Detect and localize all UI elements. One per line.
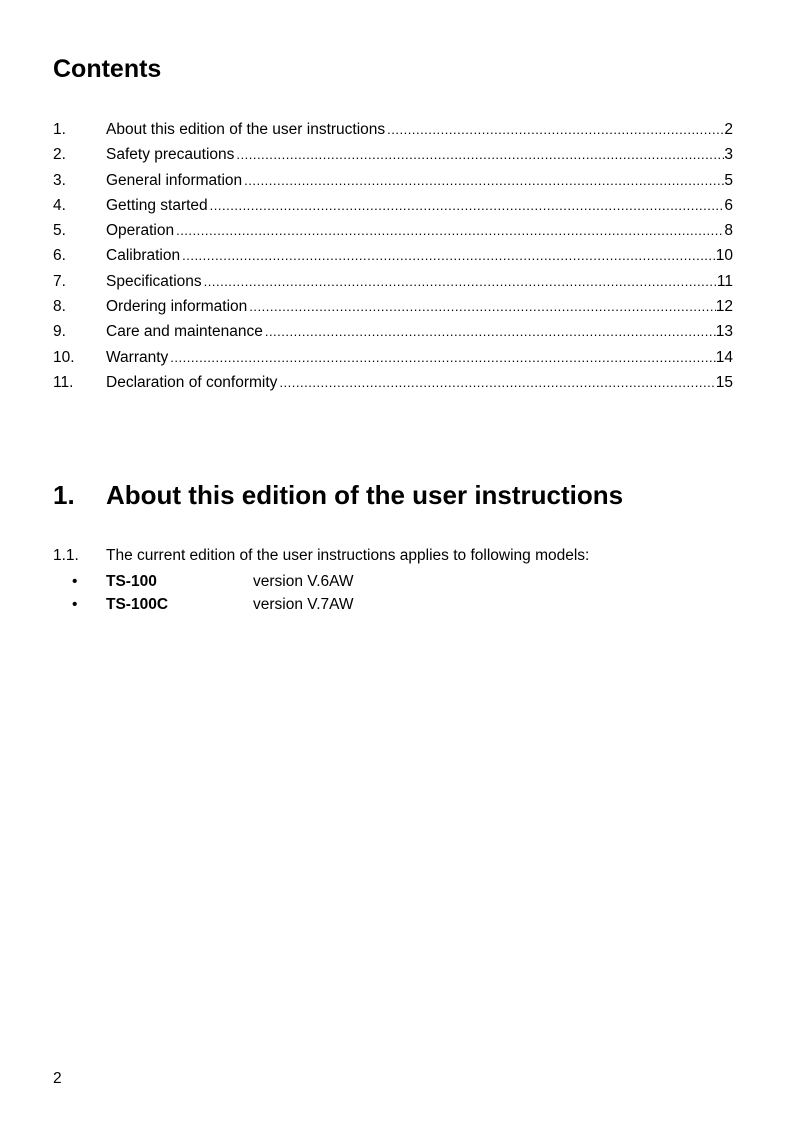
model-version: version V.6AW xyxy=(253,573,354,590)
bullet-icon: • xyxy=(72,595,78,613)
model-list xyxy=(53,571,354,616)
toc-dot-leader xyxy=(236,145,724,165)
toc-entry-title: Getting started xyxy=(106,196,208,214)
toc-entry-title: Warranty xyxy=(106,348,169,366)
toc-entry-title: Ordering information xyxy=(106,298,248,316)
toc-entry-title: Specifications xyxy=(106,272,202,290)
toc-entry-page: 14 xyxy=(715,348,733,366)
model-name: TS-100C xyxy=(106,595,169,613)
toc-entry-number: 11. xyxy=(53,373,74,391)
toc-entry[interactable] xyxy=(53,297,733,322)
contents-title: Contents xyxy=(53,55,162,83)
toc-entry-page: 13 xyxy=(715,323,733,341)
toc-entry[interactable] xyxy=(53,120,733,145)
toc-dot-leader xyxy=(170,348,715,368)
toc-entry[interactable] xyxy=(53,272,733,297)
list-item xyxy=(53,594,354,617)
toc-entry[interactable] xyxy=(53,322,733,347)
toc-entry-title: Calibration xyxy=(106,247,181,265)
toc-entry-title: General information xyxy=(106,171,243,189)
toc-entry-title: Care and maintenance xyxy=(106,323,263,341)
toc-entry-title: About this edition of the user instructions xyxy=(106,121,386,138)
section-number: 1. xyxy=(53,480,75,510)
toc-dot-leader xyxy=(265,322,716,342)
toc-dot-leader xyxy=(279,373,715,393)
model-version: version V.7AW xyxy=(253,595,354,613)
toc-dot-leader xyxy=(204,272,717,292)
toc-entry-number: 8. xyxy=(53,298,66,316)
toc-entry-page: 3 xyxy=(724,146,733,164)
toc-entry-page: 15 xyxy=(715,373,733,391)
toc-dot-leader xyxy=(182,246,716,266)
bullet-icon: • xyxy=(72,573,78,590)
toc-entry-title: Safety precautions xyxy=(106,146,235,164)
toc-dot-leader xyxy=(244,171,724,191)
subsection-paragraph xyxy=(53,546,589,566)
toc-entry-number: 5. xyxy=(53,222,66,240)
toc-entry-number: 2. xyxy=(53,146,66,164)
toc-entry-number: 7. xyxy=(53,272,66,290)
toc-entry-page: 12 xyxy=(715,298,733,316)
subsection-number: 1.1. xyxy=(53,547,79,564)
toc-entry-number: 4. xyxy=(53,196,66,214)
toc-entry-number: 10. xyxy=(53,348,75,366)
toc-entry[interactable] xyxy=(53,196,733,221)
toc-dot-leader xyxy=(387,120,724,140)
toc-entry-title: Operation xyxy=(106,222,175,240)
toc-entry-page: 8 xyxy=(724,222,733,240)
toc-entry[interactable] xyxy=(53,373,733,398)
toc-dot-leader xyxy=(176,221,724,241)
table-of-contents xyxy=(53,120,733,398)
toc-entry[interactable] xyxy=(53,348,733,373)
toc-entry-number: 9. xyxy=(53,323,66,341)
toc-dot-leader xyxy=(249,297,715,317)
toc-entry-page: 10 xyxy=(715,247,733,265)
toc-entry[interactable] xyxy=(53,171,733,196)
toc-entry-page: 5 xyxy=(724,171,733,189)
toc-entry[interactable] xyxy=(53,246,733,271)
section-title: About this edition of the user instructions xyxy=(106,480,624,510)
toc-entry-page: 2 xyxy=(724,121,733,138)
toc-entry-title: Declaration of conformity xyxy=(106,373,278,391)
list-item xyxy=(53,571,354,594)
toc-entry-page: 6 xyxy=(724,196,733,214)
subsection-text: The current edition of the user instructions applies to following models: xyxy=(106,547,590,564)
toc-entry-number: 6. xyxy=(53,247,66,265)
toc-entry-number: 3. xyxy=(53,171,66,189)
toc-entry[interactable] xyxy=(53,221,733,246)
page-number: 2 xyxy=(53,1070,62,1087)
toc-entry-number: 1. xyxy=(53,121,66,138)
toc-entry-page: 11 xyxy=(716,272,733,290)
toc-entry[interactable] xyxy=(53,145,733,170)
model-name: TS-100 xyxy=(106,573,157,590)
section-heading xyxy=(53,478,623,512)
toc-dot-leader xyxy=(210,196,725,216)
